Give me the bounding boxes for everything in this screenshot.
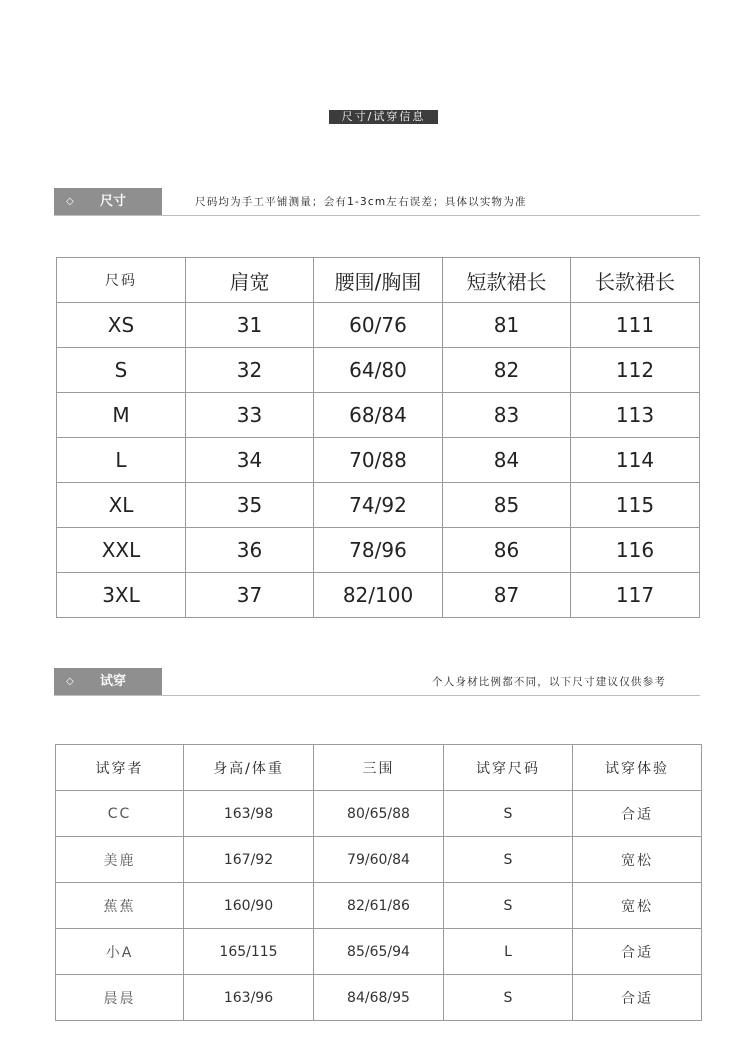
size-table xyxy=(56,257,700,618)
long-length-cell: 116 xyxy=(571,528,700,573)
table-row xyxy=(56,975,702,1021)
waist-chest-cell: 82/100 xyxy=(314,573,443,618)
size-cell: XS xyxy=(57,303,186,348)
size-cell: XL xyxy=(57,483,186,528)
size-section-divider xyxy=(54,215,700,216)
fit-feel-cell: 宽松 xyxy=(573,837,702,883)
long-length-cell: 113 xyxy=(571,393,700,438)
fit-header-height-weight: 身高/体重 xyxy=(184,745,314,791)
table-row xyxy=(57,393,700,438)
tried-size-cell: S xyxy=(444,791,573,837)
height-weight-cell: 163/96 xyxy=(184,975,314,1021)
short-length-cell: 83 xyxy=(443,393,571,438)
tried-size-cell: S xyxy=(444,975,573,1021)
short-length-cell: 81 xyxy=(443,303,571,348)
fit-header-size: 试穿尺码 xyxy=(444,745,573,791)
fit-feel-cell: 合适 xyxy=(573,791,702,837)
size-cell: XXL xyxy=(57,528,186,573)
size-section-label: 尺寸 xyxy=(100,194,127,209)
table-row xyxy=(57,438,700,483)
short-length-cell: 82 xyxy=(443,348,571,393)
size-cell: S xyxy=(57,348,186,393)
shoulder-cell: 37 xyxy=(186,573,314,618)
tried-size-cell: S xyxy=(444,883,573,929)
table-row xyxy=(57,573,700,618)
tester-name-cell: 晨晨 xyxy=(56,975,184,1021)
size-header-long-length: 长款裙长 xyxy=(571,258,700,303)
waist-chest-cell: 64/80 xyxy=(314,348,443,393)
shoulder-cell: 33 xyxy=(186,393,314,438)
fit-feel-cell: 合适 xyxy=(573,929,702,975)
long-length-cell: 111 xyxy=(571,303,700,348)
tester-name-cell: CC xyxy=(56,791,184,837)
height-weight-cell: 167/92 xyxy=(184,837,314,883)
diamond-outline-icon: ◇ xyxy=(66,196,74,207)
waist-chest-cell: 60/76 xyxy=(314,303,443,348)
fit-table xyxy=(55,744,702,1021)
size-section-header xyxy=(54,188,162,216)
waist-chest-cell: 78/96 xyxy=(314,528,443,573)
height-weight-cell: 163/98 xyxy=(184,791,314,837)
shoulder-cell: 36 xyxy=(186,528,314,573)
fit-header-tester: 试穿者 xyxy=(56,745,184,791)
size-header-short-length: 短款裙长 xyxy=(443,258,571,303)
shoulder-cell: 34 xyxy=(186,438,314,483)
height-weight-cell: 160/90 xyxy=(184,883,314,929)
size-table-header-row xyxy=(57,258,700,303)
measurements-cell: 80/65/88 xyxy=(314,791,444,837)
diamond-outline-icon: ◇ xyxy=(66,676,74,687)
size-cell: M xyxy=(57,393,186,438)
measurements-cell: 84/68/95 xyxy=(314,975,444,1021)
table-row xyxy=(56,929,702,975)
waist-chest-cell: 70/88 xyxy=(314,438,443,483)
fit-feel-cell: 宽松 xyxy=(573,883,702,929)
tester-name-cell: 美鹿 xyxy=(56,837,184,883)
fit-section-note: 个人身材比例都不同，以下尺寸建议仅供参考 xyxy=(432,676,666,688)
tried-size-cell: L xyxy=(444,929,573,975)
fit-section-header xyxy=(54,668,162,696)
tried-size-cell: S xyxy=(444,837,573,883)
size-header-shoulder: 肩宽 xyxy=(186,258,314,303)
tester-name-cell: 小A xyxy=(56,929,184,975)
fit-table-header-row xyxy=(56,745,702,791)
shoulder-cell: 32 xyxy=(186,348,314,393)
table-row xyxy=(57,528,700,573)
long-length-cell: 115 xyxy=(571,483,700,528)
table-row xyxy=(56,791,702,837)
size-header-size: 尺码 xyxy=(57,258,186,303)
long-length-cell: 114 xyxy=(571,438,700,483)
table-row xyxy=(56,883,702,929)
height-weight-cell: 165/115 xyxy=(184,929,314,975)
page-title: 尺寸/试穿信息 xyxy=(329,110,438,124)
measurements-cell: 79/60/84 xyxy=(314,837,444,883)
size-section-note: 尺码均为手工平铺测量；会有1-3cm左右误差；具体以实物为准 xyxy=(195,196,527,208)
tester-name-cell: 蕉蕉 xyxy=(56,883,184,929)
fit-header-measurements: 三围 xyxy=(314,745,444,791)
size-header-waist-chest: 腰围/胸围 xyxy=(314,258,443,303)
short-length-cell: 84 xyxy=(443,438,571,483)
short-length-cell: 87 xyxy=(443,573,571,618)
fit-header-experience: 试穿体验 xyxy=(573,745,702,791)
table-row xyxy=(57,303,700,348)
waist-chest-cell: 74/92 xyxy=(314,483,443,528)
short-length-cell: 86 xyxy=(443,528,571,573)
size-cell: 3XL xyxy=(57,573,186,618)
table-row xyxy=(57,483,700,528)
shoulder-cell: 31 xyxy=(186,303,314,348)
long-length-cell: 112 xyxy=(571,348,700,393)
table-row xyxy=(56,837,702,883)
measurements-cell: 82/61/86 xyxy=(314,883,444,929)
fit-section-label: 试穿 xyxy=(100,674,127,689)
short-length-cell: 85 xyxy=(443,483,571,528)
shoulder-cell: 35 xyxy=(186,483,314,528)
waist-chest-cell: 68/84 xyxy=(314,393,443,438)
fit-section-divider xyxy=(54,695,700,696)
measurements-cell: 85/65/94 xyxy=(314,929,444,975)
size-cell: L xyxy=(57,438,186,483)
table-row xyxy=(57,348,700,393)
long-length-cell: 117 xyxy=(571,573,700,618)
fit-feel-cell: 合适 xyxy=(573,975,702,1021)
